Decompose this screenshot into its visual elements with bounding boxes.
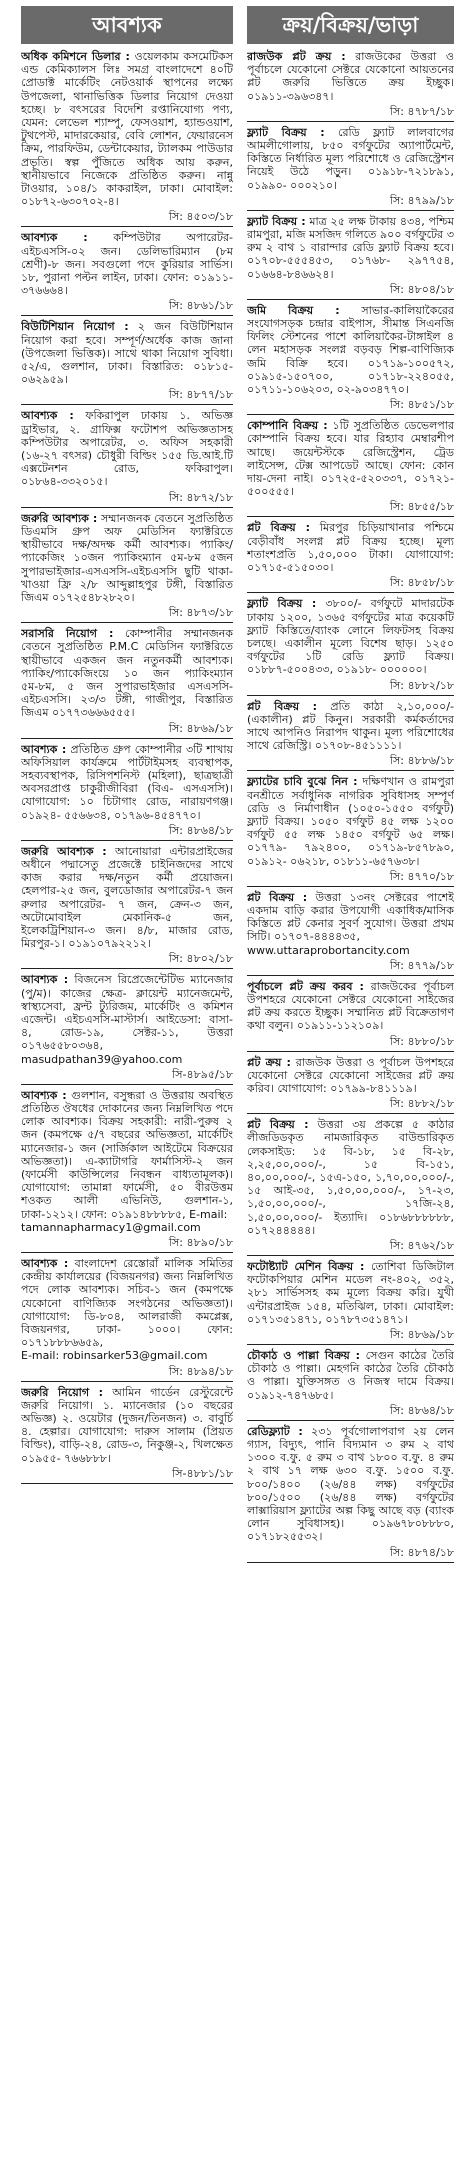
- column-header-buy-sell-rent: ক্রয়/বিক্রয়/ভাড়া: [247, 6, 454, 44]
- ad-reference-code: সি: ৪৮৫৫/১৮: [389, 500, 454, 514]
- ad-divider: [21, 226, 233, 227]
- ad-heading: ফ্ল্যাট বিক্রয় :: [247, 597, 317, 611]
- ad-body: গুলশান, বসুন্ধরা ও উত্তরায় অবস্থিত প্রতিষ্ঠিত ঔষধের দোকানের জন্য নিম্নলিখিত পদে লোক আবশ্যক। বিক্রয় সহকারী: নারী-পুরুষ ২ জন (কমপক্ষে ৫/৭ বছরের অভিজ্ঞতা, মার্কেটিং ম্যানেজার-১ জন (সার্জিকাল আইটেমে বিক্রয়ের অভিজ্ঞতা)। এ-ক্যাটাগরি ফার্মাসিস্ট-২ জন (ফার্মেসী কাউন্সিলের নিবন্ধন বাধ্যতামূলক)। যোগাযোগ: তামান্না ফার্মেসী, ৫০ বীরউত্তম শওকত আলী এভিনিউ, গুলশান-১, ঢাকা-১২১২। ফোন: ০১৯১৪৮৮৮৮৫, E-mail:: [21, 1088, 233, 1221]
- ad-reference-code: সি: ৪৭৯৯/১৮: [389, 193, 454, 207]
- ad-text: [247, 1260, 454, 1326]
- ad-divider: [21, 840, 233, 841]
- ad-text: [247, 775, 454, 867]
- ad-reference-code: সি: ৪৮৭৭/১৮: [168, 388, 233, 402]
- ad-reference-code: সি: ৪৮৫১/১৮: [389, 398, 454, 412]
- ad-contact-link[interactable]: E-mail: robinsarker53@gmail.com: [21, 1349, 208, 1363]
- ad-text: [247, 891, 454, 944]
- ad-text: [247, 980, 454, 1033]
- ad-reference-code: সি: ৪৮৮২/১৮: [389, 1097, 454, 1111]
- ad-body: ফকিরাপুল ঢাকায় ১. অভিজ্ঞ ড্রাইভার, ২. গ্রাফিক্স ফটোশপ অভিজ্ঞতাসহ কম্পিউটার অপারেটর, ৩. অফিস সহকারী (১৬-২৭ বৎসর) চৌধুরী বিল্ডিং ১৫৫ ডি.আই.টি এক্সটেনশন রোড, ফকিরাপুল। ০১৮৬৪-৩৩২০১৫।: [21, 409, 233, 489]
- ad-reference-code: সি: ৪৮৮২/১৮: [389, 678, 454, 692]
- ad-contact-link[interactable]: tamannapharmacy1@gmail.com: [21, 1220, 201, 1234]
- ad-text: [247, 597, 454, 676]
- ad-reference-code: সি: ৪৮৭২/১৮: [168, 490, 233, 504]
- ad-heading: জরুরি আবশ্যক :: [21, 844, 107, 858]
- ad-body: রাজউক উত্তরা ও পূর্বাচল উপশহরে যেকোনো সেক্টরে যেকোনো সাইজের প্লট ক্রয় করিব। যোগাযোগ: ০১৭৯৯-৮৪১১১৯।: [247, 1055, 454, 1095]
- ad-reference-code: সি: ৪৭৬২/১৮: [389, 1239, 454, 1253]
- ad-divider: [247, 975, 454, 976]
- ad-reference-code: সি: ৪৭৭৯/১৮: [389, 958, 454, 972]
- ad-reference-code: সি: ৪৮৬১/১৮: [168, 299, 233, 313]
- classifieds-column-wanted: [21, 6, 233, 2163]
- ad-heading: প্লট বিক্রয় :: [247, 699, 318, 713]
- ad-reference-code: সি: ৪৮৯৪/১৮: [168, 1364, 233, 1378]
- classified-ad: [247, 597, 454, 695]
- classified-ad: [21, 743, 233, 841]
- ad-reference-code: সি: ৪৭৮৭/১৮: [389, 104, 454, 118]
- ad-heading: প্লট বিক্রয় :: [247, 521, 311, 535]
- ad-divider: [247, 592, 454, 593]
- ad-body: রেডি ফ্ল্যাট লালবাগের আমলীগোলায়, ৮৫০ বর্গফুটের অ্যাপার্টমেন্ট, কিস্তিতে নির্ধারিত মূল্য পরিশোধে ও রেজিস্ট্রেশন নিয়েই উঠে পড়ুন। ০১৯১৮-৭২১৮৯১, ০১৯৯০- ০০০২১০।: [247, 125, 454, 192]
- ad-heading: পূর্বাচলে প্লট ক্রয় করব :: [247, 979, 364, 993]
- classified-ad: [247, 775, 454, 886]
- ad-divider: [247, 121, 454, 122]
- ad-body: বাংলাদেশ রেস্তোরাঁ মালিক সমিতির কেন্দ্রীয় কার্যালয়ের (বিজয়নগর) জন্য নিম্নলিখিত পদে লোক আবশ্যক। সচিব-১ জন (কমপক্ষে যেকোনো বাণিজ্যিক সংগঠনের অভিজ্ঞতা)। যোগাযোগ: ডি-৮০৪, আলরাজী কমপ্লেক্স, বিজয়নগর, ঢাকা- ১০০০। ফোন: ০১৭১৮৮৮৬৬৫৯,: [21, 1257, 233, 1350]
- ad-heading: আবশ্যক :: [21, 409, 74, 423]
- ad-text: [21, 1089, 233, 1221]
- ad-text: [21, 743, 233, 822]
- classified-ad: [247, 521, 454, 593]
- ad-reference-code: সি: ৪৮৭৩/১৮: [168, 606, 233, 620]
- classified-ad: [247, 1425, 454, 1563]
- ad-list-wanted: [21, 50, 233, 1484]
- ad-heading: ফ্ল্যাট বিক্রয় :: [247, 214, 306, 228]
- ad-body: আমিন গার্ডেন রেস্টুরেন্টে জরুরি নিয়োগ। ১. ম্যানেজার (১০ বছরের অভিজ্ঞ) ২. ওয়েটার (দুজন/তিনজন) ৩. বাবুর্চি ৪. হেল্পার। যোগাযোগ: দারুস সালাম (প্রিয়ত বিল্ডিং), বাড়ি-২৪, রোড-৩, নিকুঞ্জ-২, খিলক্ষেত ০১৯৫৫- ৭৬৬৮৮৮।: [21, 1385, 233, 1465]
- ad-body: তোশিবা ডিজিটাল ফটোকপিয়ার মেশিন মডেল নং-৪০২, ৩৫২, ২৮১ সার্ভিসসহ কম মূল্যে বিক্রয় করি। যুথী এন্টারপ্রাইজ ১৫৪, মতিঝিল, ঢাকা। মোবাইল: ০১৭১৩৫১৪৭১, ০১৭৮৭৩৫১৪৭১।: [247, 1260, 454, 1326]
- ad-heading: অধিক কমিশনে ডিলার :: [21, 50, 130, 63]
- ad-divider: [247, 1255, 454, 1256]
- ad-reference-code: সি: ৪৮৯০/১৮: [168, 1236, 233, 1250]
- ad-divider: [21, 968, 233, 969]
- ad-heading: ফটোষ্ট্যাট মেশিন বিক্রয় :: [247, 1260, 365, 1274]
- classified-ad: [247, 891, 454, 976]
- ad-heading: আবশ্যক :: [21, 1257, 69, 1271]
- ad-heading: আবশ্যক :: [21, 1088, 67, 1102]
- ad-reference-code: সি: ৪৮৬৯/১৮: [389, 1328, 454, 1342]
- classified-ad: [21, 320, 233, 405]
- ad-heading: প্লট বিক্রয় :: [247, 890, 308, 904]
- ad-divider: [247, 1344, 454, 1345]
- ad-reference-code: সি: ৪৮০৪/১৮: [389, 282, 454, 296]
- ad-body: বিজনেস রিপ্রেজেন্টেটিভ ম্যানেজার (পু/ম)। কাজের ক্ষেত্র- ক্লায়েন্ট ম্যানেজমেন্ট, স্বাস্থ্যসেবা, ফ্রন্ট ট্যুরিজম, মার্কেটিং ও কমিশন এজেন্ট। এইচএসসি-মাস্টার্স। আইডেসা: বাসা- ৪, রোড-১৯, সেক্টর-১১, উত্তরা ০১৭৬৫৫৮০৩৬৪,: [21, 973, 233, 1053]
- ad-divider: [247, 1420, 454, 1421]
- ad-divider: [247, 414, 454, 415]
- ad-body: সেগুন কাঠের তৈরি চৌকাঠ ও পাল্লা। মেহগনি কাঠের তৈরি চৌকাঠ ও পাল্লা। যুক্তিসঙ্গত ও নিজস্ব দামে বিক্রয়। ০১৯১২-৭৪৭৬৮৫।: [247, 1349, 454, 1402]
- ad-text: [21, 320, 233, 386]
- ad-reference-code: সি: ৪৮৬৪/১৮: [389, 1403, 454, 1417]
- ad-heading: বিউটিশিয়ান নিয়োগ :: [21, 320, 129, 334]
- ad-reference-code: সি: ৪৮৬৪/১৮: [168, 823, 233, 837]
- ad-body: ১টি সুপ্রতিষ্ঠিত ডেভেলপার কোম্পানি বিক্রয় হবে। যার রিহ্যাব মেম্বারশীপ আছে। জয়েন্টস্টকে রেজিস্ট্রেশন, ট্রেড লাইসেন্স, টেক্স আপডেট আছে। ফোন: কোন দায়-দেনা নাই। ০১৭২৫-৫২০৩৩৭, ০১৭২১- ৫০০৫৫৫।: [247, 419, 454, 499]
- ad-list-buy-sell-rent: [247, 50, 454, 1563]
- ad-body: মাত্র ২৫ লক্ষ টাকায় ৪৩৪, পশ্চিম রামপুরা, মজি মসজিদ গলিতে ৯০০ বর্গফুটের ৩ রুম ২ বাথ ১ বারান্দার রেডি ফ্ল্যাট বিক্রয় হবে। ০১৭০৮-৫৫৫৪৫৩, ০১৭৬৮- ২৯৭৭৫৪, ০১৬৬৪-৮৪৬৬২৪।: [247, 214, 454, 281]
- ad-heading: ফ্ল্যাট বিক্রয় :: [247, 125, 325, 139]
- classified-ad: [247, 1260, 454, 1345]
- ad-heading: রাজউক প্লট ক্রয় :: [247, 50, 346, 63]
- ad-contact-link[interactable]: masudpathan39@yahoo.com: [21, 1052, 183, 1066]
- ad-body: সম্মানজনক বেতনে সুপ্রতিষ্ঠিত ডিএমসি গ্রুপ অফ মেডিসিন ফ্যাক্টরিতে স্থায়ীভাবে দক্ষ/অদক্ষ কর্মী আবশ্যক। প্যাকিং/প্যাকেজিং ১০জন প্যাকিংম্যান ৫ম-৮ম ৫জন সুপারভাইজার-এসএসসি-এইচএসসি ছুটি থাকা-খাওয়া ফ্রি ২/৮ আব্দুল্লাহপুর টঙ্গী, বিস্তারিত জিএম ০১৭২৫৪৮২৮২০।: [21, 511, 233, 604]
- classified-ad: [21, 1386, 233, 1484]
- classified-ad: [247, 700, 454, 772]
- ad-heading: আবশ্যক :: [21, 973, 69, 987]
- ad-divider: [21, 404, 233, 405]
- column-header-wanted: আবশ্যক: [21, 6, 233, 44]
- ad-reference-code: সি: ৪৮০২/১৮: [168, 952, 233, 966]
- ad-divider: [21, 622, 233, 623]
- ad-text: [247, 1056, 454, 1096]
- classified-ad: [247, 126, 454, 211]
- ad-text: [247, 1425, 454, 1544]
- ad-reference-code: সি: ৪৮৮৬/১৮: [389, 754, 454, 768]
- ad-body: উত্তরা ১৩নং সেক্টরের পাশেই একদাম বাড়ি করার উপযোগী একাধিক/মাসিক কিস্তিতে প্লট কেনার সুবর্ণ সুযোগ। উত্তরা প্রথম সিটি। ০১৭০৭-৪৪৪৪৩৫,: [247, 890, 454, 944]
- classified-ad: [21, 845, 233, 970]
- classified-ad: [247, 980, 454, 1052]
- ad-text: [247, 521, 454, 574]
- ad-reference-code: সি-৪৮৯৫/১৮: [172, 1067, 233, 1081]
- ad-divider: [247, 695, 454, 696]
- ad-divider: [247, 770, 454, 771]
- classified-ad: [21, 1089, 233, 1253]
- ad-heading: প্লট ক্রয় :: [247, 1055, 291, 1069]
- ad-divider: [21, 507, 233, 508]
- ad-divider: [247, 886, 454, 887]
- classified-ad: [247, 1118, 454, 1256]
- ad-heading: চৌকাঠ ও পাল্লা বিক্রয় :: [247, 1349, 361, 1363]
- ad-heading: জরুরি আবশ্যক :: [21, 511, 98, 525]
- ad-text: [21, 973, 233, 1052]
- ad-heading: সরাসরি নিয়োগ :: [21, 627, 114, 641]
- ad-divider: [247, 1113, 454, 1114]
- ad-divider: [247, 299, 454, 300]
- ad-divider: [247, 516, 454, 517]
- ad-heading: রেডিফ্ল্যাট :: [247, 1424, 303, 1438]
- classified-ad: [21, 627, 233, 738]
- ad-body: মিরপুর চিড়িয়াখানার পশ্চিমে বেড়ীবাঁধ সংলগ্ন প্লট বিক্রয় হচ্ছে। মূল্য শতাংশপ্রতি ১,৫০,০০০ টাকা। যোগাযোগ: ০১৭১৫-৫১৫০৩০।: [247, 521, 454, 575]
- ad-text: [247, 304, 454, 396]
- classified-ad: [247, 215, 454, 300]
- ad-text: [21, 1257, 233, 1349]
- ad-body: রাজউকের উত্তরা ও পূর্বাচলে যেকোনো সেক্টরে যেকোনো আয়তনের প্লট জরুরি ভিত্তিতে ক্রয় ইচ্ছুক। ০১৯১১-৩৯৬৩৪৭।: [247, 50, 454, 103]
- ad-body: প্রতি কাঠা ২,১০,০০০/- (একালীন) প্লট কিনুন। সরকারী কর্মকর্তাদের সাথে আপনিও নিরাপদ থাকুন। মূল্য পরিশোধের সাথে রেজিস্ট্রি। ০১৭০৮-৪৫১১১১।: [247, 699, 454, 753]
- classified-ad: [21, 1257, 233, 1382]
- classified-ad: [21, 50, 233, 227]
- ad-text: [247, 50, 454, 103]
- ad-text: [247, 215, 454, 281]
- ad-text: [21, 50, 233, 208]
- ad-body: দক্ষিণখান ও রামপুরা বনশ্রীতে সর্বাধুনিক নাগরিক সুবিধাসহ সম্পূর্ণ রেডি ও নির্মাণাধীন (১০৫০-১৫৫০ বর্গফুট) ফ্ল্যাট বিক্রয়। ১০৫০ বর্গফুট ৪৫ লক্ষ ১২০০ বর্গফুট ৫৫ লক্ষ ১৪৫০ বর্গফুট ৬৫ লক্ষ। ০১৭৭৯- ৭৯২৪০০, ০১৭১৯-৮৫৭৮৯০, ০১৯১২- ০৬২১৮, ০১৮১১-৬৫৭৬৩৮।: [247, 775, 454, 868]
- classified-ad: [21, 231, 233, 316]
- ad-body: সাভার-কালিয়াকৈরের সংযোগসড়ক চন্দ্রার বাইপাস, সীমান্ত সিএনজি ফিলিং স্টেশনের পাশে কালিয়াকৈর-টাঙ্গাইল ৪ লেন মহাসড়ক সংলগ্ন বড়বড় শিল্প-বাণিজ্যিক জমি বিক্রি হবে। ০১৭১৯-১০০৫৭২, ০১৯১৫-১৫০৭০০, ০১৭১৮-২২৪০৫৫, ০১৭১১-১০৬২০৩, ০২-৯০৩৪৭৭০।: [247, 303, 454, 397]
- ad-divider: [247, 1562, 454, 1563]
- ad-heading: প্লট বিক্রয় :: [247, 1118, 309, 1132]
- ad-text: [247, 700, 454, 753]
- ad-heading: ফ্ল্যাটের চাবি বুঝে নিন :: [247, 775, 358, 789]
- ad-divider: [21, 1252, 233, 1253]
- ad-text: [21, 231, 233, 297]
- ad-text: [21, 845, 233, 951]
- ad-text: [247, 1349, 454, 1402]
- ad-contact-link[interactable]: www.uttaraprobortancity.com: [247, 943, 410, 957]
- ad-divider: [21, 738, 233, 739]
- ad-heading: জরুরি নিয়োগ :: [21, 1385, 104, 1399]
- ad-divider: [21, 315, 233, 316]
- ad-text: [247, 1118, 454, 1237]
- ad-text: [21, 627, 233, 719]
- ad-reference-code: সি: ৪৫০৩/১৮: [168, 210, 233, 224]
- ad-heading: আবশ্যক :: [21, 231, 88, 245]
- ad-reference-code: সি: ৪৮৬৯/১৮: [168, 721, 233, 735]
- ad-reference-code: সি: ৪৮৭৪/১৮: [389, 1545, 454, 1559]
- ad-reference-code: সি: ৪৭৭০/১৮: [389, 869, 454, 883]
- ad-body: ২৩১ পূর্বগোলাপবাগ ২য় লেন গ্যাস, বিদ্যুৎ, পানি বিদ্যমান ৩ রুম ২ বাথ ১৩০০ ব.ফু. ৫ রুম ৩ বাথ ১৮০০ ব.ফু. ৪ রুম ২ বাথ ১৭ লক্ষ ৬৩০ ব.ফু. ১৫০০ ব.ফু. ৮০০/১৪০০ (২৬/৪৪ লক্ষ) বর্গফুটের ৮০০/১৫০০ (২৬/৪৪ লক্ষ) বর্গফুটের লাক্সারিয়াস ফ্ল্যাটের অল্প কিছু আছে বড় (ব্যাংক লোন সুবিধাসহ)। ০১৯৬৭৮০৮৮৮০, ০১৭১৮২৫৫৩২।: [247, 1424, 454, 1544]
- ad-body: রাজউকের পূর্বাচল উপশহরে যেকোনো সেক্টরে যেকোনো সাইজের প্লট ক্রয় করতে ইচ্ছুক। সম্মানিত প্লট বিক্রেতাগণ কথা বলুন। ০১৯১১-১১২১০৯।: [247, 979, 454, 1033]
- ad-reference-code: সি: ৪৮৫৮/১৮: [389, 576, 454, 590]
- ad-heading: কোম্পানি বিক্রয় :: [247, 419, 328, 433]
- ad-body: ওয়েলকাম কসমেটিকস এন্ড কেমিক্যালস লিঃ সমগ্র বাংলাদেশে ৪০টি প্রোডাক্ট মার্কেটিং নেটওয়ার্ক স্থাপনের লক্ষ্যে উপজেলা, থানাভিত্তিক ডিলার নিয়োগ দেওয়া হচ্ছে। ৮ বৎসরের বিদেশি রপ্তানিযোগ্য পণ্য, যেমন: লেভেল শ্যাম্পু, ফেসওয়াশ, হ্যান্ডওয়াশ, টুথপেস্ট, মাদারকেয়ার, বেবি লোশন, ফেয়ারনেস ক্রিম, পারফিউম, ডেন্টাকেয়ার, ট্যালকম পাউডার প্রভৃতি। স্বল্প পুঁজিতে অধিক আয় করুন, স্থানীয়ভাবে নিজেকে প্রতিষ্ঠিত করুন। নান্নু টাওয়ার, ১০৪/১ কাকরাইল, ঢাকা। মোবাইল: ০১৮৭২-৬৩০৭০২-৪।: [21, 50, 233, 209]
- classified-ad: [21, 409, 233, 507]
- classified-ad: [21, 512, 233, 623]
- classified-ad: [247, 1349, 454, 1421]
- ad-reference-code: সি-৪৮৮১/১৮: [172, 1466, 233, 1480]
- ad-body: ২ জন বিউটিশিয়ান নিয়োগ করা হবে। সম্পূর্ণ/অর্ধেক কাজ জানা (উপজেলা ভিত্তিক)। সাথে থাকা নিয়োগ সুবিধা। ৫২/এ, গুলশান, ঢাকা। বিস্তারিত: ০১৮১৫- ০৬২৯৫৯।: [21, 320, 233, 387]
- ad-divider: [21, 1483, 233, 1484]
- ad-body: উত্তরা ৩য় প্রকল্পে ৫ কাঠার লীজডিডকৃত নামজারিকৃত বাউন্ডারিকৃত লেকসাইড: ১৫ বি-১৮, ১৫ বি-২৮, ২,২৫,০০,০০০/-, ১৫ বি-১৫১, ৪০,০০,০০০/-, ১৫এ-১৫০, ১,৭০,০০,০০০/-, ১৫ আই-৩৫, ১,৫০,০০,০০০/-, ১৭-২৩, ১,৫০,০০,০০০/-, ১৭জি-২৪, ১,৫০,০০,০০০/- ইত্যাদি। ০১৮৬৮৮৮৮৮৮, ০১৭২৪৪৪৪৪।: [247, 1118, 454, 1237]
- ad-text: [21, 1386, 233, 1465]
- classified-ad: [21, 973, 233, 1084]
- ad-text: [21, 409, 233, 488]
- ad-heading: জমি বিক্রয় :: [247, 303, 340, 317]
- ad-body: কোম্পানীর সম্মানজনক বেতনে সুপ্রতিষ্ঠিত P.M.C মেডিসিন ফ্যাক্টরিতে স্থায়ীভাবে একজন জন নতুনকর্মী আবশ্যক। প্যাকিং/প্যাকেজিংয়ে ১০ জন প্যাকিংম্যান ৫ম-৮ম, ৫ জন সুপারভাইজার এসএসসি-এইচএসসি। ২৩/৩ টঙ্গী, গাজীপুর, বিস্তারিত জিএম ০১৭৭৩৬৬৬৫৫৫।: [21, 627, 233, 720]
- classified-ad: [247, 419, 454, 517]
- ad-divider: [247, 1051, 454, 1052]
- ad-divider: [21, 1381, 233, 1382]
- ad-body: প্রতিষ্ঠিত গ্রুপ কোম্পানীর ৩টি শাখায় অফিসিয়াল কার্যক্রমে পার্টটাইমসহ ব্যবস্থাপক, সহব্যবস্থাপক, রিসিপশনিস্ট (মহিলা), ছাত্রছাত্রী অবসরপ্রাপ্ত চাকুরীজীবিরা (বিএ- এসএসসি)। যোগাযোগ: ১০ চিটাগাং রোড, নারায়ণগঞ্জ। ০১৯২৪- ৫৫৬৬৩৪, ০১৭৯৬-৪৫৪৭৭০।: [21, 742, 233, 822]
- ad-text: [247, 126, 454, 192]
- ad-divider: [247, 210, 454, 211]
- classified-ad: [247, 304, 454, 415]
- ad-heading: আবশ্যক :: [21, 742, 67, 756]
- ad-reference-code: সি: ৪৮৮০/১৮: [389, 1034, 454, 1048]
- classified-ad: [247, 50, 454, 122]
- ad-body: ৩৮০০/- বর্গফুটে মাদারটেক ঢাকায় ১২০০, ১৩৬৫ বর্গফুটের মাত্র কয়েকটি ফ্ল্যাট কিস্তিতে/ব্যাংক লোনে লিফটসহ বিক্রয় চলছে। একালীন মূল্যে বিশেষ ছাড়। ১২৫০ বর্গফুটের ১টি রেডি ফ্ল্যাট বিক্রয়। ০১৮৮৭-৫০০৪৩৩, ০১৯১৮- ০০০০০০।: [247, 597, 454, 677]
- ad-text: [247, 419, 454, 498]
- classified-ad: [247, 1056, 454, 1115]
- ad-body: কম্পিউটার অপারেটর- এইচএসসি-০২ জন। ডেলিভারিম্যান (৮ম শ্রেণী)-৮ জন। সবগুলো পদে কুরিয়ার সার্ভিস। ১৮, পুরানা পল্টন লাইন, ঢাকা। ফোন: ০১৯১১- ৩৭৬৬৬৪।: [21, 231, 233, 298]
- ad-divider: [21, 1084, 233, 1085]
- ad-text: [21, 512, 233, 604]
- ad-body: আনোয়ারা এন্টারপ্রাইজের অধীনে পদ্মাসেতু প্রজেক্টে চাইনিজদের সাথে কাজ করার দক্ষ/নতুন কর্মী প্রয়োজন। হেলপার-২৫ জন, বুলডোজার অপারেটর-৭ জন রুলার অপারেটর- ৭ জন, ক্রেন-৩ জন, অটোমোবাইল মেকানিক-৫ জন, ইলেকট্রিশিয়ান-৩ জন। ৪/৮, মাজার রোড, মিরপুর-১। ০১৯১০৭৯২২১২।: [21, 844, 233, 951]
- classifieds-column-buy-sell-rent: [247, 6, 454, 2163]
